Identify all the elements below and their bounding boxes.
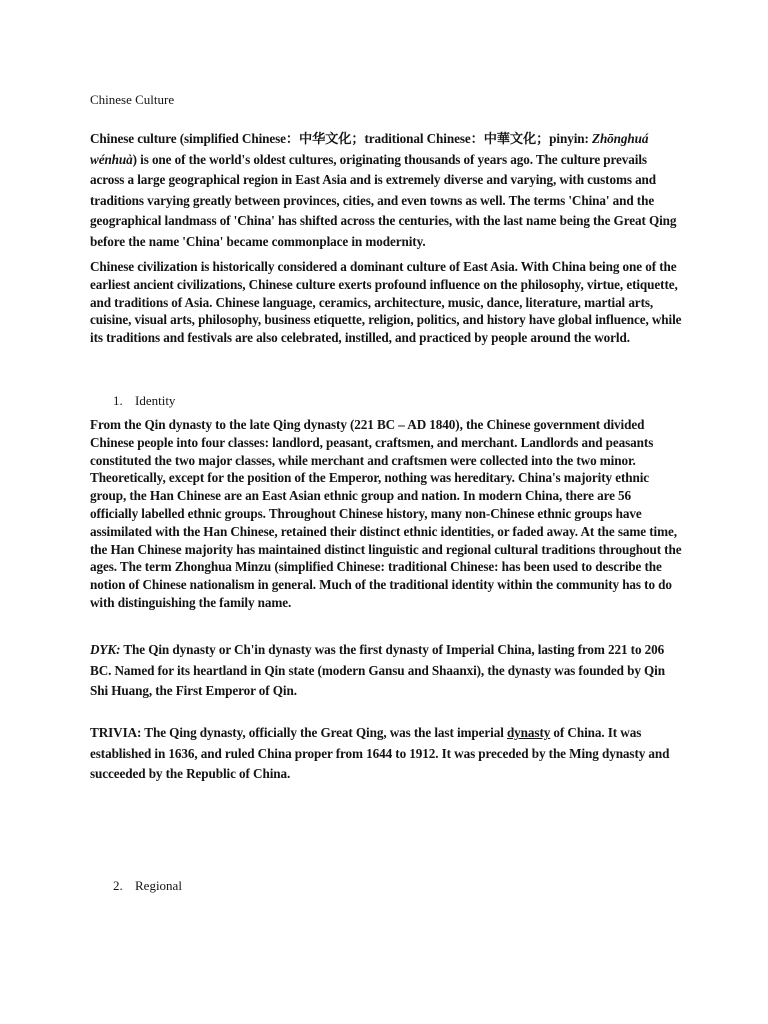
section-heading-regional [113, 878, 182, 894]
simplified-chinese-term: 中华文化 [299, 131, 352, 146]
section-title: Regional [135, 878, 182, 893]
section-title: Identity [135, 393, 176, 408]
traditional-chinese-term: 中華文化 [483, 131, 537, 146]
intro-text-end: ) is one of the world's oldest cultures, originating thousands of years ago. The culture prevails across a large geographical region in East Asia and is extremely diverse and varying, with customs and traditions varying greatly between provinces, cities, and even towns as well. The terms 'China' and the geographical landmass of 'China' has shifted across the centuries, with the last name being the Great Qing before the name 'China' became commonplace in modernity. [90, 151, 677, 249]
dynasty-link[interactable]: dynasty [506, 725, 551, 740]
section-number: 2. [113, 878, 123, 893]
trivia-paragraph [90, 723, 682, 785]
trivia-text-start: TRIVIA: The Qing dynasty, officially the Great Qing, was the last imperial [90, 725, 507, 740]
civilization-paragraph: Chinese civilization is historically considered a dominant culture of East Asia. With China being one of the earliest ancient civilizations, Chinese culture exerts profound influence on the philosophy, virtue, etiquette, and traditions of Asia. Chinese language, ceramics, architecture, music, dance, literature, martial arts, cuisine, visual arts, philosophy, business etiquette, religion, politics, and history have global influence, while its traditions and festivals are also celebrated, instilled, and practiced by people around the world. [90, 259, 682, 346]
intro-text-middle: ；traditional Chinese： [351, 131, 484, 146]
pinyin-label: ；pinyin: [536, 131, 592, 146]
identity-paragraph: From the Qin dynasty to the late Qing dynasty (221 BC – AD 1840), the Chinese government divided Chinese people into four classes: landlord, peasant, craftsmen, and merchant. Landlords and peasants constituted the two major classes, while merchant and craftsmen were collected into the two minor. Theoretically, except for the position of the Emperor, nothing was hereditary. China's majority ethnic group, the Han Chinese are an East Asian ethnic group and nation. In modern China, there are 56 officially labelled ethnic groups. Throughout Chinese history, many non-Chinese ethnic groups have assimilated with the Han Chinese, retained their distinct ethnic identities, or faded away. At the same time, the Han Chinese majority has maintained distinct linguistic and regional cultural traditions throughout the ages. The term Zhonghua Minzu (simplified Chinese: traditional Chinese: has been used to describe the notion of Chinese nationalism in general. Much of the traditional identity within the community has to do with distinguishing the family name. [90, 417, 682, 610]
dyk-paragraph [90, 640, 682, 702]
section-heading-identity [113, 393, 175, 409]
section-number: 1. [113, 393, 123, 408]
intro-text-start: Chinese culture (simplified Chinese： [90, 131, 299, 146]
document-title: Chinese Culture [90, 92, 175, 107]
dyk-label: DYK: [90, 642, 121, 657]
dyk-text: The Qin dynasty or Ch'in dynasty was the first dynasty of Imperial China, lasting from 221 to 206 BC. Named for its heartland in Qin state (modern Gansu and Shaanxi), the dynasty was founded by Qin Shi Huang, the First Emperor of Qin. [90, 642, 665, 699]
trivia-text-end: of China. It was established in 1636, and ruled China proper from 1644 to 1912. It was preceded by the Ming dynasty and succeeded by the Republic of China. [90, 725, 670, 782]
intro-paragraph [90, 129, 682, 253]
pinyin-term: Zhōnghuá wénhuà [90, 131, 649, 167]
